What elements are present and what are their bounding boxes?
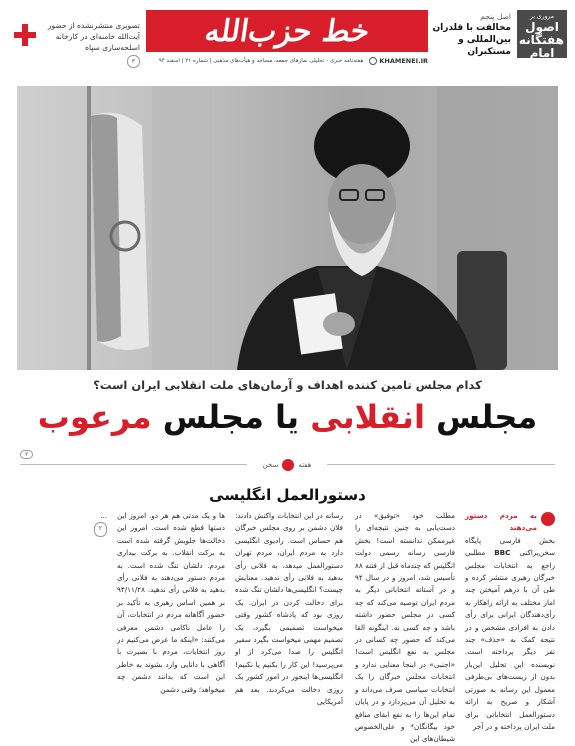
headline-page-reference: ۲ — [20, 450, 33, 459]
principles-title-3: امام — [529, 46, 555, 60]
principles-small-label: مروری بر — [530, 13, 554, 20]
column-1-text: بخش فارسی پایگاه سخن‌پراکنی — [465, 535, 555, 558]
section-badge-icon — [282, 459, 294, 471]
photo-teaser-text — [40, 20, 140, 68]
principles-badge — [517, 10, 567, 58]
article-column-2 — [355, 510, 455, 744]
article-body — [20, 510, 555, 744]
cover-photo — [17, 86, 558, 370]
column-5-text: ... — [100, 511, 107, 520]
photo-teaser-label: تصویری منتشرنشده از حضور آیت‌الله خامنه‌ای در کارخانه اسلحه‌سازی سپاه — [47, 21, 140, 52]
masthead — [0, 0, 575, 72]
continued-page-reference: ۲ — [94, 522, 107, 536]
photo-teaser[interactable] — [8, 20, 140, 68]
side-kicker: اصل پنجم — [480, 12, 511, 21]
headline-part-1: مجلس — [424, 398, 538, 436]
headline-part-3: یا مجلس — [151, 398, 311, 436]
article-column-4 — [117, 510, 225, 694]
logo-text: خط حزب‌الله — [202, 13, 372, 49]
site-label: KHAMENEI.IR — [379, 57, 428, 65]
column-lead: به مردم دستور می‌دهند — [465, 511, 537, 533]
side-headline-line-1: مخالفت با قلدران — [432, 23, 511, 33]
main-headline[interactable] — [20, 395, 555, 439]
principles-teaser[interactable] — [432, 10, 567, 62]
headline-kicker: کدام مجلس تامین کننده اهداف و آرمان‌های ملت انقلابی ایران است؟ — [93, 378, 482, 392]
logo[interactable] — [146, 10, 428, 52]
article-title: دستورالعمل انگلیسی — [209, 486, 366, 504]
article-column-1 — [465, 510, 555, 731]
section-tag — [247, 458, 327, 472]
cover-photo-illustration — [17, 86, 558, 370]
quote-badge-icon — [541, 512, 555, 526]
column-1-text-cont: مطلبی راجع به انتخابات مجلس خبرگان رهبری منتشر کرده و طی آن با درهم آمیختن چند امار مختلف به ارائه راهکار به رأی‌دهندگان ایرانی برای رأی دادن به افرادی مشخص و در نتیجه کمک به «حذف» چند نفر دیگر پرداخته است. نویسنده این تحلیل این‌بار بدون از زیست‌های بی‌طرفی معمول این رسانه به صورتی آشکار و صریح به ارائه دستورالعمل انتخاباتی برای ملت ایران پرداخته و در آخر — [465, 548, 555, 731]
principles-title-2: هفتگانه — [518, 33, 564, 47]
headline-part-intimidated: مرعوب — [37, 398, 152, 436]
article-column-3 — [235, 510, 343, 707]
side-headline — [431, 12, 511, 58]
site-mark[interactable] — [367, 57, 428, 65]
red-cross-icon — [14, 24, 36, 46]
column-3-text: رسانه در این انتخابات واکنش دادند: فلان دشمن بر روی مجلس خبرگان هم حساس است. رادیوی انگلیسی دارد به مردم ایران، مردم تهران دستورالعمل میدهد، به فلانی رأی بدهید به فلانی رأی ندهید. معنایش چیست؟ انگلیسی‌ها دلشان تنگ شده برای دخالت کردن در ایران. یک روزی بود که پادشاه کشور وقتی میخواست تصمیمی بگیرد، یک تصمیم مهمی میخواست بگیرد سفیر انگلیس را صدا می‌کرد از او می‌پرسید! این کار را بکنیم یا نکنیم! انگلیسی‌ها اینجور در امور کشور یک روزی دخالت می‌کردند. بعد هم آمریکایی — [235, 511, 343, 707]
principles-title-1: اصول — [525, 20, 559, 34]
page-reference: ۳ — [127, 55, 140, 68]
section-label: هفته — [298, 461, 312, 469]
section-word: سخن — [262, 461, 279, 469]
emblem-icon — [369, 57, 377, 65]
article-column-5 — [20, 510, 107, 670]
bbc-mention: BBC — [494, 548, 511, 558]
side-headline-line-2: بین‌المللی و مستکبران — [458, 35, 511, 57]
issue-bar — [146, 54, 428, 68]
issue-info: هفته‌نامه خبری - تحلیلی نمازهای جمعه، مساجد و هیأت‌های مذهبی | شماره ۲۱ | اسفند ۹۴ — [158, 58, 364, 64]
column-4-text: ها و یک مدتی هم هر دو. امروز این دستها قطع شده است. امروز این دخالت‌ها جلویش گرفته شده است به برکت انقلاب. به برکت بیداری مردم. دلشان تنگ شده است. به مردم دستور می‌دهند به فلانی رأی بدهید به فلانی رأی ندهید. ۹۴/۱۱/۲۸ بر همین اساس رهبری به تأکید بر حضور آگاهانه مردم در انتخابات، آن را عامل ناکامی دشمن معرفی می‌کنند: «اینکه ما عرض می‌کنیم در روز انتخابات، مردم با بصیرت با آگاهی با دانایی وارد بشوند به خاطر این است که بدانند دشمن چه میخواهد؛ وقتی دشمن — [117, 511, 225, 694]
column-2-text: مطلب خود «توفیق» در دست‌یابی به چنین نتیجه‌ای را غیرممکن ندانسته است! بخش فارسی رسانه رسمی دولت انگلیس که چندماه قبل از فتنه ۸۸ تأسیس شد، امروز و در سال ۹۴ و در آستانه انتخاباتی دیگر به مردم ایران توصیه می‌کند که چه کسی در مجلس حضور داشته باشد و چه کسی نه. اینگونه القا می‌کند که حضور چه کسانی در مجلس به نفع انگلیس است! «اجنبی» در اینجا معنایی ندارد و انتخابات مجلس خبرگان را یک انتخابات سیاسی صرف می‌داند و به تحلیل آن می‌پردازد و در پایان تمام این‌ها را به نفع ابقای منافع خود بیگانگان* و علی‌الخصوص شیطان‌های این — [355, 511, 455, 744]
headline-part-revolutionary: انقلابی — [310, 398, 425, 436]
